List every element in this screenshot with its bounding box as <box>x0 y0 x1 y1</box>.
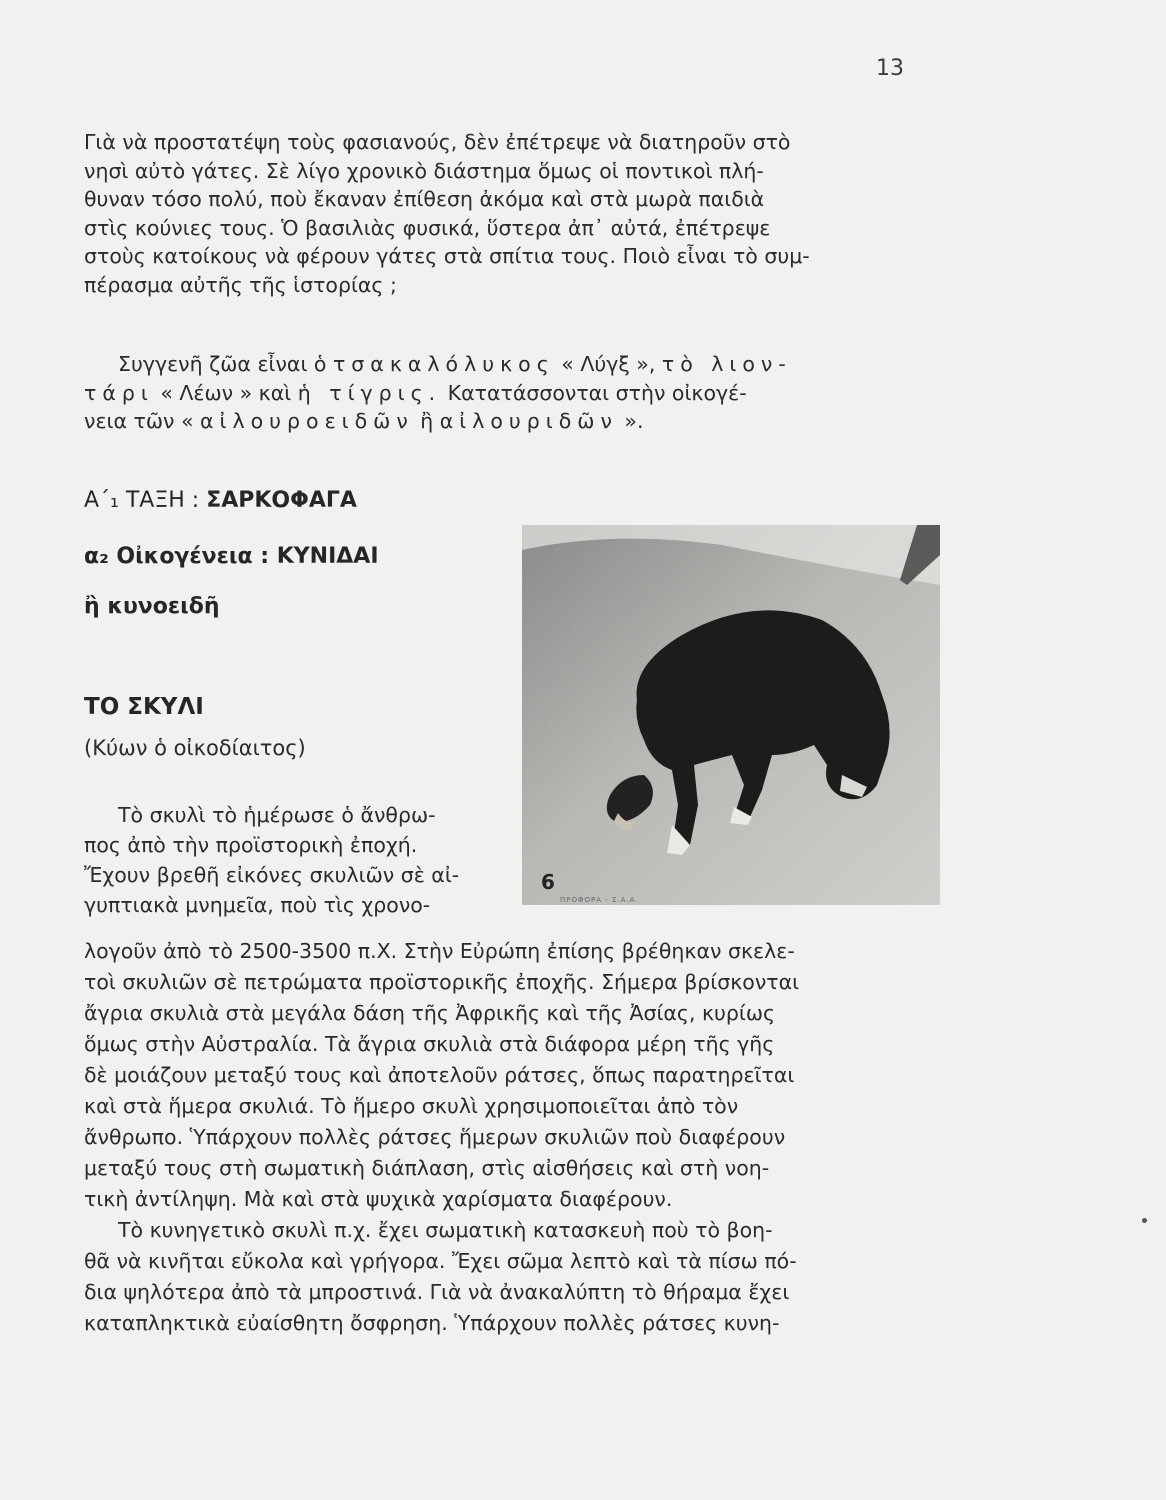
text-line: νεια τῶν « αἰλουροειδῶν ἢ αἰλουριδῶν ». <box>84 409 644 433</box>
text-line: τάρι « Λέων » καὶ ἡ τίγρις. Κατατάσσονται στὴν οἰκογέ- <box>84 380 747 405</box>
order-heading: Α΄₁ ΤΑΞΗ : ΣΑΡΚΟΦΑΓΑ <box>84 488 357 513</box>
page-number: 13 <box>876 56 904 81</box>
text-line: πέρασμα αὐτῆς τῆς ἱστορίας ; <box>84 272 397 297</box>
text-line: θυναν τόσο πολύ, ποὺ ἔκαναν ἐπίθεση ἀκόμα καὶ στὰ μωρὰ παιδιὰ <box>84 187 765 211</box>
family-alt-heading: ἢ κυνοειδῆ <box>84 594 220 619</box>
text-line: θᾶ νὰ κινῆται εὔκολα καὶ γρήγορα. Ἔχει σῶμα λεπτὸ καὶ τὰ πίσω πό- <box>84 1249 797 1273</box>
text-line: στοὺς κατοίκους νὰ φέρουν γάτες στὰ σπίτια τους. Ποιὸ εἶναι τὸ συμ- <box>84 244 810 268</box>
main-paragraph <box>84 936 944 1339</box>
text-line: Τὸ σκυλὶ τὸ ἡμέρωσε ὁ ἄνθρω- <box>118 803 436 827</box>
text-line: λογοῦν ἀπὸ τὸ 2500-3500 π.Χ. Στὴν Εὐρώπη ἐπίσης βρέθηκαν σκελε- <box>84 939 795 963</box>
dog-photo <box>522 525 940 905</box>
species-name: (Κύων ὁ οἰκοδίαιτος) <box>84 736 306 760</box>
dog-photo-illustration <box>522 525 940 905</box>
text-line: καὶ στὰ ἥμερα σκυλιά. Τὸ ἥμερο σκυλὶ χρησιμοποιεῖται ἀπὸ τὸν <box>84 1094 739 1118</box>
intro-paragraph <box>84 128 934 299</box>
margin-mark <box>1142 1218 1147 1223</box>
text-line: Γιὰ νὰ προστατέψη τοὺς φασιανούς, δὲν ἐπέτρεψε νὰ διατηροῦν στὸ <box>84 130 791 154</box>
text-line: ἄνθρωπο. Ὑπάρχουν πολλὲς ράτσες ἥμερων σκυλιῶν ποὺ διαφέρουν <box>84 1125 786 1149</box>
wrapped-paragraph <box>84 800 514 920</box>
related-animals-paragraph <box>84 350 934 436</box>
text-line: νησὶ αὐτὸ γάτες. Σὲ λίγο χρονικὸ διάστημα ὅμως οἱ ποντικοὶ πλή- <box>84 158 764 183</box>
text-line: στὶς κούνιες τους. Ὁ βασιλιὰς φυσικά, ὕστερα ἀπ᾽ αὐτά, ἐπέτρεψε <box>84 215 771 240</box>
text-line: μεταξύ τους στὴ σωματικὴ διάπλαση, στὶς αἰσθήσεις καὶ στὴ νοη- <box>84 1156 770 1180</box>
text-line: γυπτιακὰ μνημεῖα, ποὺ τὶς χρονο- <box>84 893 431 917</box>
text-line: τοὶ σκυλιῶν σὲ πετρώματα προϊστορικῆς ἐποχῆς. Σήμερα βρίσκονται <box>84 970 800 994</box>
text-line: Ἔχουν βρεθῆ εἰκόνες σκυλιῶν σὲ αἰ- <box>84 863 460 887</box>
family-heading: α₂ Οἰκογένεια : ΚΥΝΙΔΑΙ <box>84 544 379 569</box>
figure-number: 6 <box>541 870 555 894</box>
text-line: δια ψηλότερα ἀπὸ τὰ μπροστινά. Γιὰ νὰ ἀνακαλύπτη τὸ θήραμα ἔχει <box>84 1280 790 1304</box>
text-line: ἄγρια σκυλιὰ στὰ μεγάλα δάση τῆς Ἀφρικῆς καὶ τῆς Ἀσίας, κυρίως <box>84 1001 776 1025</box>
text-line: Συγγενῆ ζῶα εἶναι ὁ τσακαλόλυκος « Λύγξ », τὸ λιον- <box>118 352 792 376</box>
text-line: πος ἀπὸ τὴν προϊστορικὴ ἐποχή. <box>84 833 418 857</box>
text-line: Τὸ κυνηγετικὸ σκυλὶ π.χ. ἔχει σωματικὴ κατασκευὴ ποὺ τὸ βοη- <box>118 1218 773 1242</box>
photo-credit: ΠΡΟΦΟΡΑ - Σ.Α.Α. <box>560 896 639 904</box>
text-line: τικὴ ἀντίληψη. Μὰ καὶ στὰ ψυχικὰ χαρίσματα διαφέρουν. <box>84 1187 673 1211</box>
text-line: δὲ μοιάζουν μεταξύ τους καὶ ἀποτελοῦν ράτσες, ὅπως παρατηρεῖται <box>84 1063 795 1087</box>
text-line: ὅμως στὴν Αὐστραλία. Τὰ ἄγρια σκυλιὰ στὰ διάφορα μέρη τῆς γῆς <box>84 1032 775 1056</box>
text-line: καταπληκτικὰ εὐαίσθητη ὄσφρηση. Ὑπάρχουν πολλὲς ράτσες κυνη- <box>84 1311 780 1335</box>
section-title: ΤΟ ΣΚΥΛΙ <box>84 694 204 720</box>
